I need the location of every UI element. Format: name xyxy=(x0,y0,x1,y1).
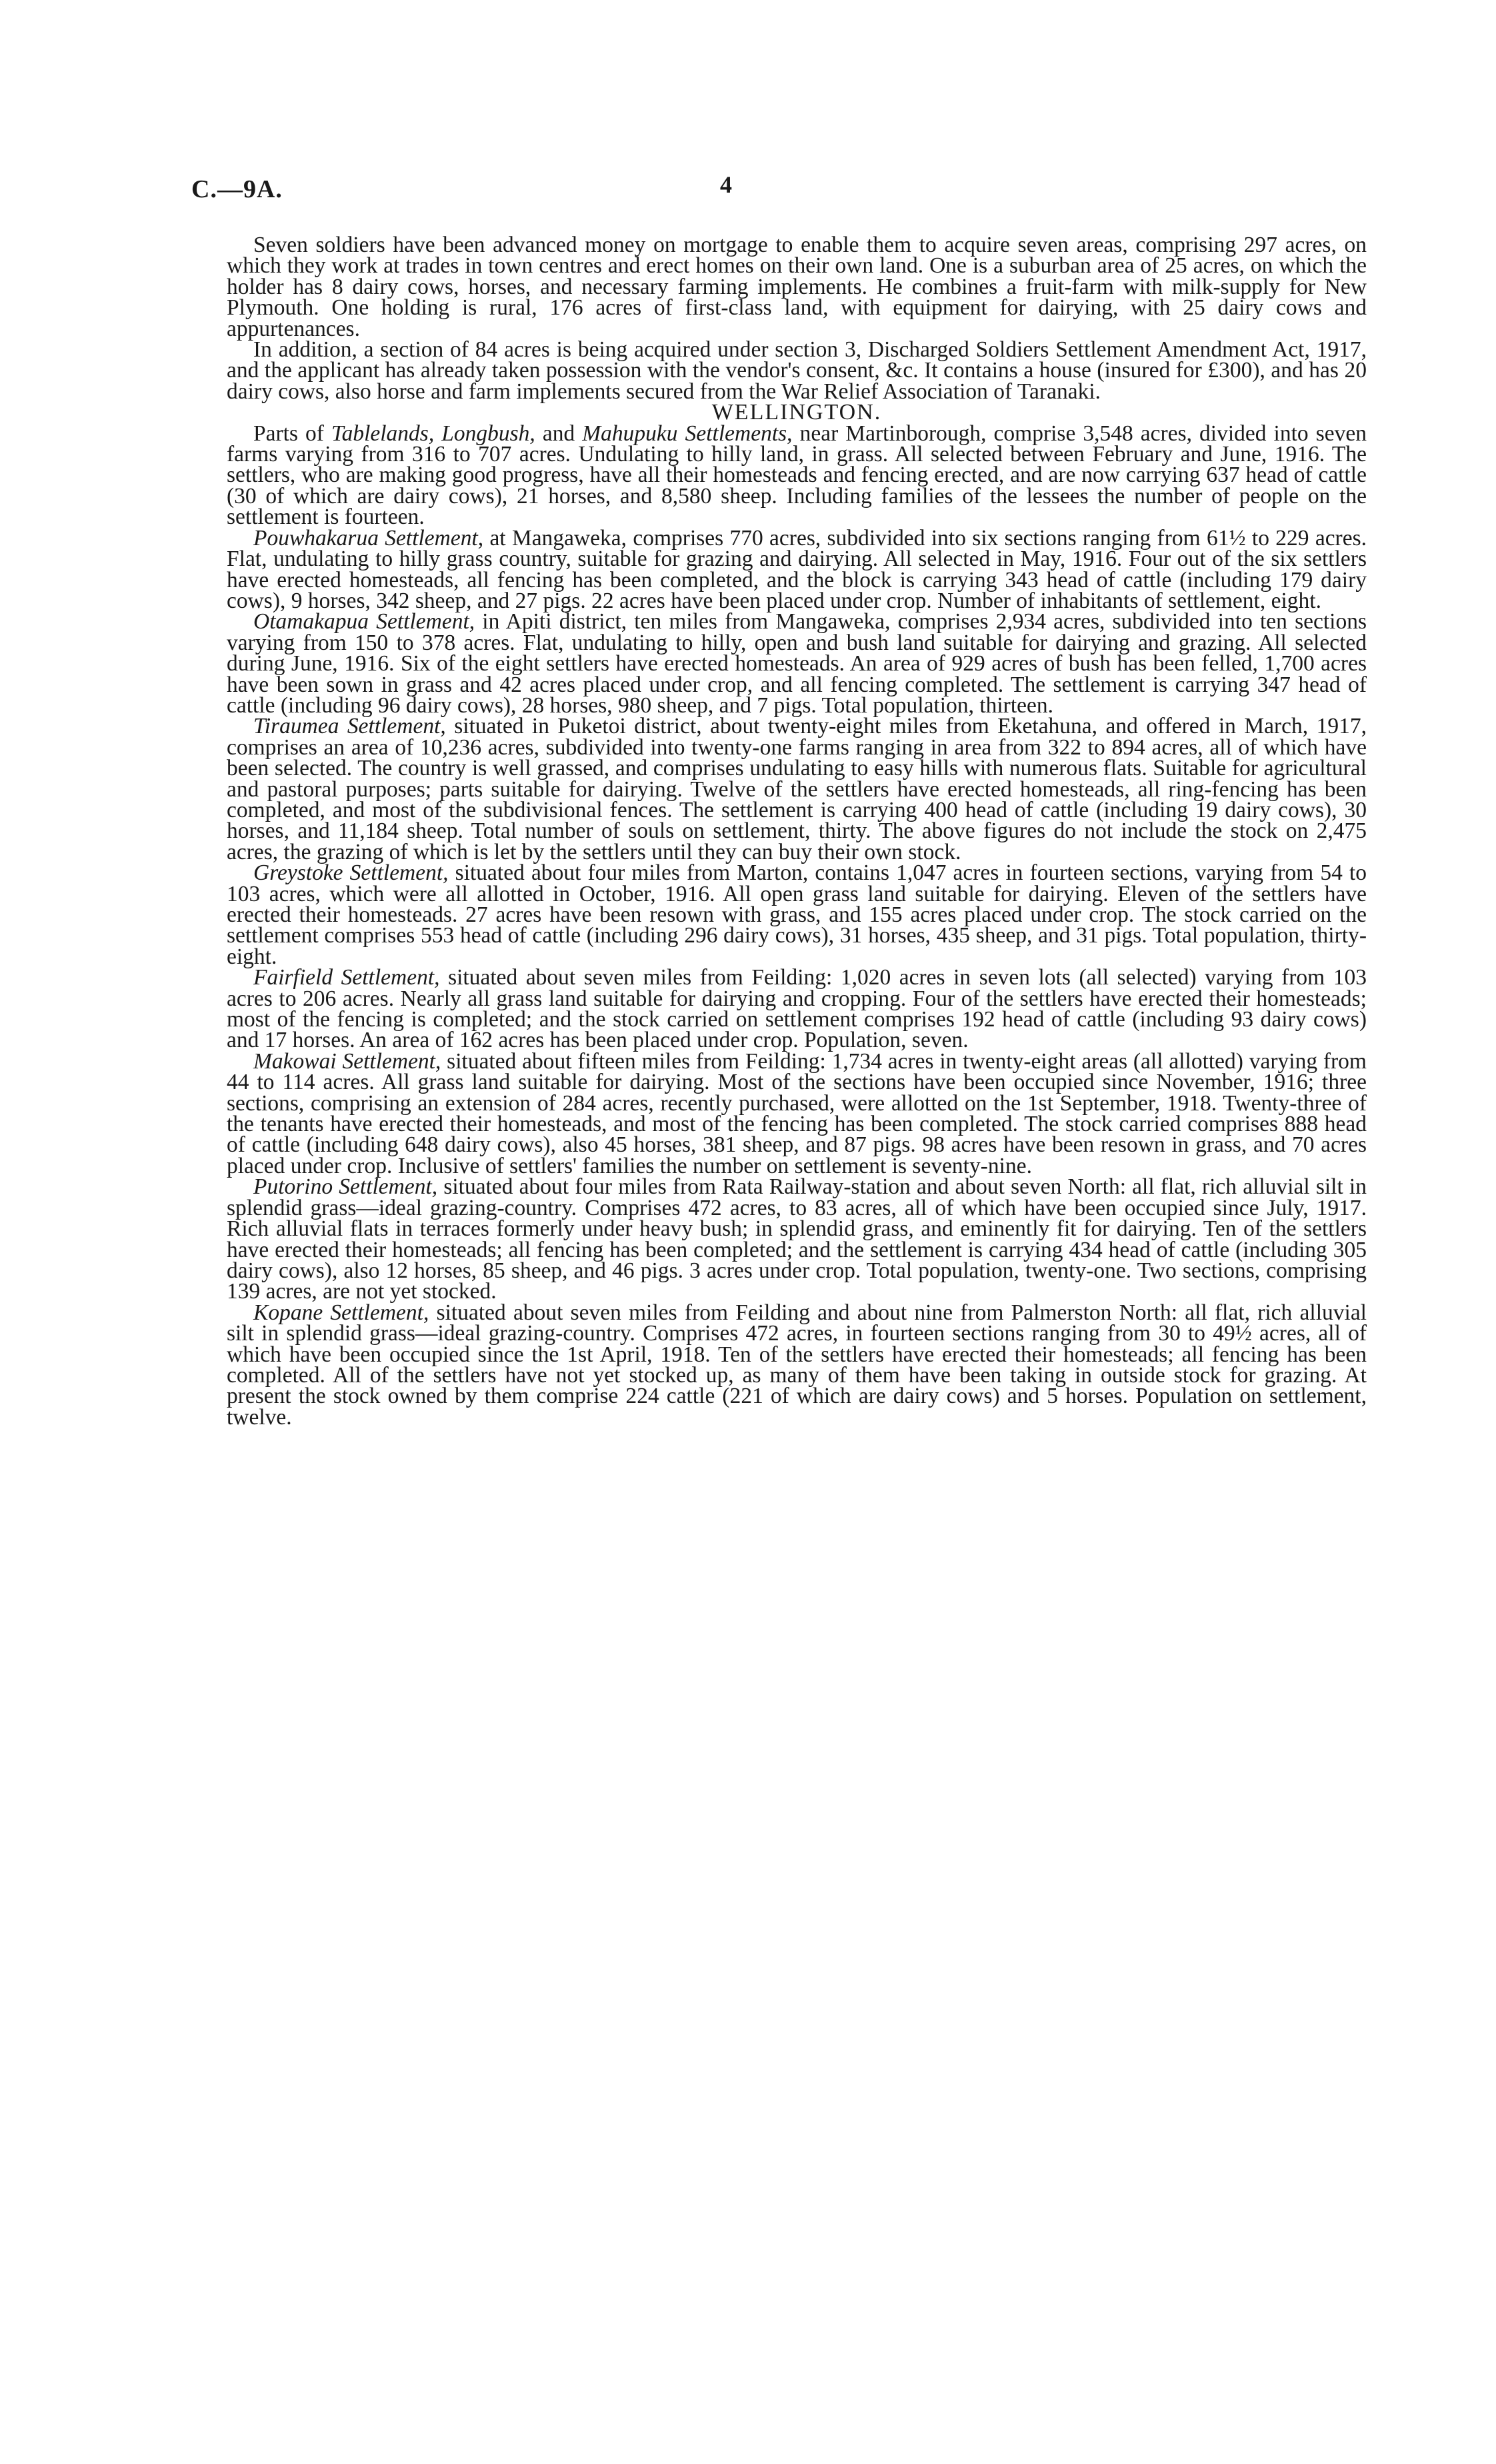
settlement-name: Otamakapua Settlement, xyxy=(253,609,475,634)
settlement-name: Mahupuku Settlements xyxy=(582,421,787,446)
section-heading-wellington: WELLINGTON. xyxy=(711,400,882,425)
settlement-text: at Mangaweka, comprises 770 acres, subdivided into six sections ranging from 61½ to 229 acres. Flat, undulating to hilly grass country, suitable for grazing and dairying. All selected in May, 1916. Four out of the six settlers have erected homesteads, all fencing has been completed, and the block is carrying 343 head of cattle (including 179 dairy cows), 9 horses, 342 sheep, and 27 pigs. 22 acres have been placed under crop. Number of inhabitants of settlement, eight. xyxy=(227,525,1367,613)
settlement-text: in Apiti district, ten miles from Mangaweka, comprises 2,934 acres, subdivided into ten sections varying from 150 to 378 acres. Flat, undulating to hilly, open and bush land suitable for dairying and grazing. All selected during June, 1916. Six of the eight settlers have erected homesteads. An area of 929 acres of bush has been felled, 1,700 acres have been sown in grass and 42 acres placed under crop, and all fencing completed. The settlement is carrying 347 head of cattle (including 96 dairy cows), 28 horses, 980 sheep, and 7 pigs. Total population, thirteen. xyxy=(227,609,1367,718)
settlement-text: situated about four miles from Marton, contains 1,047 acres in fourteen sections, varying from 54 to 103 acres, which were all allotted in October, 1916. All open grass land suitable for dairying. Eleven of the settlers have erected their homesteads. 27 acres have been resown with grass, and 155 acres placed under crop. The stock carried on the settlement comprises 553 head of cattle (including 296 dairy cows), 31 horses, 435 sheep, and 31 pigs. Total population, thirty-eight. xyxy=(227,860,1367,969)
settlement-name: Tablelands, Longbush, xyxy=(331,421,535,446)
settlement-paragraph xyxy=(227,423,1367,528)
settlement-text: situated about seven miles from Feilding: 1,020 acres in seven lots (all selected) varying from 103 acres to 206 acres. Nearly all grass land suitable for dairying and cropping. Four of the settlers have erected their homesteads; most of the fencing is completed; and the stock carried on settlement comprises 192 head of cattle (including 93 dairy cows) and 17 horses. An area of 162 acres has been placed under crop. Population, seven. xyxy=(227,965,1367,1053)
page-number: 4 xyxy=(720,171,732,198)
settlement-name: Tiraumea Settlement, xyxy=(253,714,446,739)
document-code: C.—9A. xyxy=(191,175,283,203)
settlement-name: Fairfield Settlement, xyxy=(253,965,440,990)
settlement-text: , near Martinborough, comprise 3,548 acres, divided into seven farms varying from 316 to 707 acres. Undulating to hilly land, in grass. All selected between February and June, 1916. The settlers, who are making good progress, have all their homesteads and fencing erected, and are now carrying 637 head of cattle (30 of which are dairy cows), 21 horses, and 8,580 sheep. Including families of the lessees the number of people on the settlement is fourteen. xyxy=(227,421,1367,530)
intro-paragraph-1: Seven soldiers have been advanced money on mortgage to enable them to acquire seven areas, comprising 297 acres, on which they work at trades in town centres and erect homes on their own land. One is a suburban area of 25 acres, on which the holder has 8 dairy cows, horses, and necessary farming implements. He combines a fruit-farm with milk-supply for New Plymouth. One holding is rural, 176 acres of first-class land, with equipment for dairying, with 25 dairy cows and appurtenances. xyxy=(227,233,1367,341)
settlement-text: situated in Puketoi district, about twenty-eight miles from Eketahuna, and offered in March, 1917, comprises an area of 10,236 acres, subdivided into twenty-one farms ranging in area from 322 to 894 acres, all of which have been selected. The country is well grassed, and comprises undulating to easy hills with numerous flats. Suitable for agricultural and pastoral purposes; parts suitable for dairying. Twelve of the settlers have erected homesteads, all ring-fencing has been completed, and most of the subdivisional fences. The settlement is carrying 400 head of cattle (including 19 dairy cows), 30 horses, and 11,184 sheep. Total number of souls on settlement, thirty. The above figures do not include the stock on 2,475 acres, the grazing of which is let by the settlers until they can buy their own stock. xyxy=(227,714,1367,864)
settlement-name: Makowai Settlement, xyxy=(253,1048,441,1074)
settlement-text: situated about fifteen miles from Feilding: 1,734 acres in twenty-eight areas (all allotted) varying from 44 to 114 acres. All grass land suitable for dairying. Most of the sections have been occupied since November, 1916; three sections, comprising an extension of 284 acres, recently purchased, were allotted on the 1st September, 1918. Twenty-three of the tenants have erected their homesteads, and most of the fencing has been completed. The stock carried comprises 888 head of cattle (including 648 dairy cows), also 45 horses, 381 sheep, and 87 pigs. 98 acres have been resown in grass, and 70 acres placed under crop. Inclusive of settlers' families the number on settlement is seventy-nine. xyxy=(227,1048,1367,1178)
settlement-paragraph xyxy=(227,1302,1367,1428)
settlement-name: Putorino Settlement, xyxy=(253,1174,438,1200)
settlement-paragraph xyxy=(227,525,1367,613)
paragraph-connector: and xyxy=(535,421,583,446)
settlement-name: Kopane Settlement, xyxy=(253,1300,429,1325)
settlement-paragraph xyxy=(227,1176,1367,1302)
settlement-name: Greystoke Settlement, xyxy=(253,860,449,886)
body-text xyxy=(227,235,1367,1428)
settlement-name: Pouwhakarua Settlement, xyxy=(253,525,484,551)
intro-paragraph-2: In addition, a section of 84 acres is being acquired under section 3, Discharged Soldiers Settlement Amendment Act, 1917, and the applicant has already taken possession with the vendor's consent, &c. It contains a house (insured for £300), and has 20 dairy cows, also horse and farm implements secured from the War Relief Association of Taranaki. xyxy=(227,337,1367,404)
settlement-paragraph xyxy=(227,967,1367,1051)
settlement-paragraph xyxy=(227,1048,1367,1178)
settlement-paragraph xyxy=(227,862,1367,967)
settlement-paragraph xyxy=(227,611,1367,716)
settlement-text: situated about four miles from Rata Railway-station and about seven North: all flat, rich alluvial silt in splendid grass—ideal grazing-country. Comprises 472 acres, to 83 acres, all of which have been occupied since July, 1917. Rich alluvial flats in terraces formerly under heavy bush; in splendid grass, and eminently fit for dairying. Ten of the settlers have erected their homesteads; all fencing has been completed; and the settlement is carrying 434 head of cattle (including 305 dairy cows), also 12 horses, 85 sheep, and 46 pigs. 3 acres under crop. Total population, twenty-one. Two sections, comprising 139 acres, are not yet stocked. xyxy=(227,1174,1367,1304)
settlement-text: situated about seven miles from Feilding and about nine from Palmerston North: all flat, rich alluvial silt in splendid grass—ideal grazing-country. Comprises 472 acres, in fourteen sections ranging from 30 to 49½ acres, all of which have been occupied since the 1st April, 1918. Ten of the settlers have erected their homesteads; all fencing has been completed. All of the settlers have not yet stocked up, as many of them have been taking in outside stock for grazing. At present the stock owned by them comprise 224 cattle (221 of which are dairy cows) and 5 horses. Population on settlement, twelve. xyxy=(227,1300,1367,1430)
paragraph-lead: Parts of xyxy=(253,421,332,446)
settlement-paragraph xyxy=(227,716,1367,862)
